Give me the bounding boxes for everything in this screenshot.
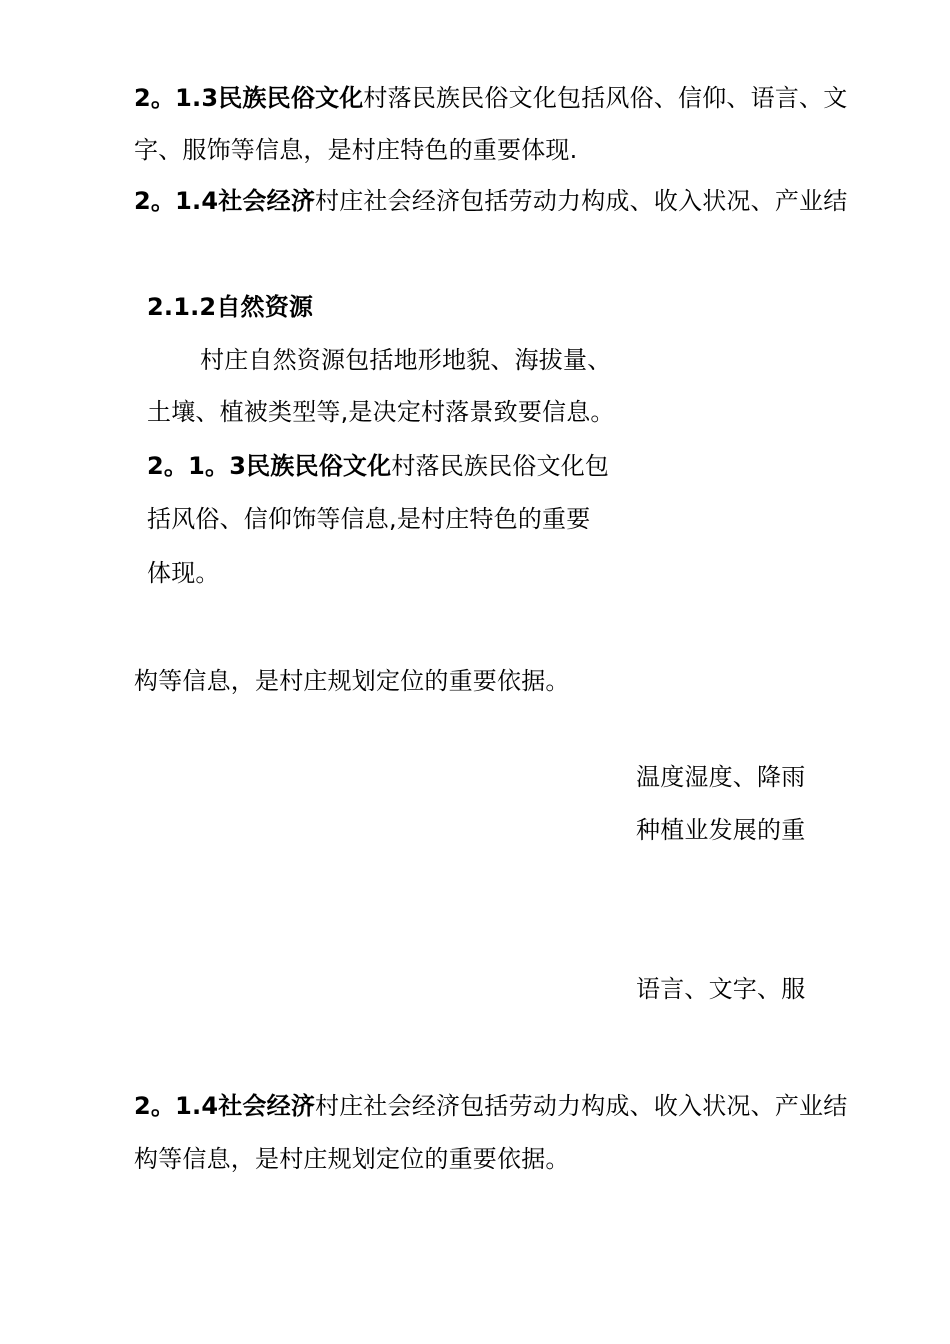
para-213-middle-line3: 体现。 [147, 559, 220, 587]
para-214-bottom-line1 [134, 1090, 847, 1122]
fragment-1: 温度湿度、降雨 [636, 763, 806, 791]
para-214-bottom-line2: 构等信息，是村庄规划定位的重要依据。 [134, 1145, 570, 1173]
para-214-top-heading: 2。1.4社会经济 [134, 187, 316, 215]
para-213-middle-line2: 括风俗、信仰饰等信息,是村庄特色的重要 [147, 505, 591, 533]
para-213-top-line1 [134, 82, 847, 114]
section-212-heading: 2.1.2自然资源 [147, 293, 314, 321]
para-213-middle-text1: 村落民族民俗文化包 [391, 452, 610, 480]
para-213-middle-heading: 2。1。3民族民俗文化 [147, 452, 392, 480]
section-212-line2: 土壤、植被类型等,是决定村落景致要信息。 [147, 398, 615, 426]
para-214-bottom-text1: 村庄社会经济包括劳动力构成、收入状况、产业结 [315, 1092, 848, 1120]
fragment-3: 语言、文字、服 [636, 975, 806, 1003]
para-213-middle-line1 [147, 450, 609, 482]
para-213-top-line2: 字、服饰等信息，是村庄特色的重要体现. [134, 136, 578, 164]
section-212-line1: 村庄自然资源包括地形地貌、海拔量、 [200, 346, 612, 374]
para-214-top-text1: 村庄社会经济包括劳动力构成、收入状况、产业结 [315, 187, 848, 215]
para-214-top-line1 [134, 185, 847, 217]
para-213-top-text1: 村落民族民俗文化包括风俗、信仰、语言、文 [363, 84, 848, 112]
fragment-2: 种植业发展的重 [636, 816, 806, 844]
continuation-line: 构等信息，是村庄规划定位的重要依据。 [134, 667, 570, 695]
para-213-top-heading: 2。1.3民族民俗文化 [134, 84, 364, 112]
para-214-bottom-heading: 2。1.4社会经济 [134, 1092, 316, 1120]
